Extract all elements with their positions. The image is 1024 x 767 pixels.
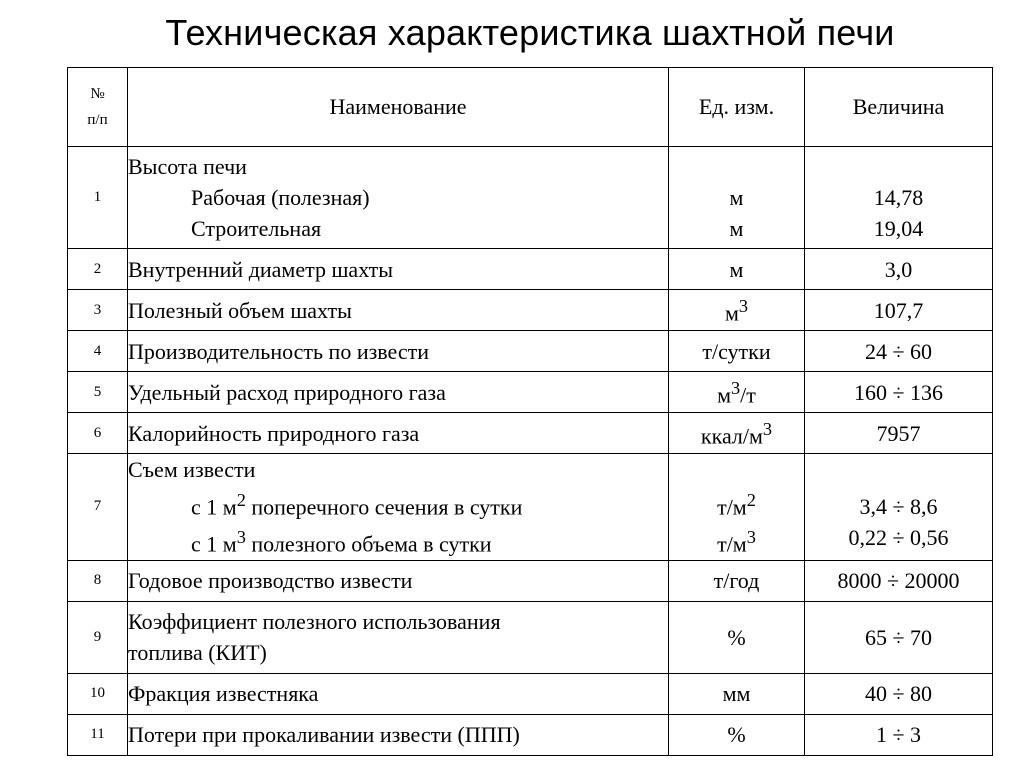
table-row: [68, 673, 993, 714]
table-row: [68, 372, 993, 413]
header-value: Величина: [805, 68, 993, 147]
header-unit: Ед. изм.: [669, 68, 805, 147]
row-unit: т/сутки: [669, 331, 805, 372]
row-value: 160 ÷ 136: [805, 372, 993, 413]
table-row: [68, 560, 993, 601]
table-row: [68, 454, 993, 561]
row-number: 4: [68, 331, 128, 372]
row-number: 1: [68, 147, 128, 249]
page-title: Техническая характеристика шахтной печи: [165, 12, 895, 53]
row-name: Годовое производство извести: [128, 560, 669, 601]
table-row: [68, 413, 993, 454]
row-value: 8000 ÷ 20000: [805, 560, 993, 601]
row-unit: [669, 147, 805, 249]
row-unit: [669, 454, 805, 561]
row-name: [128, 147, 669, 249]
row-subname: [128, 522, 668, 559]
row-unit: [669, 413, 805, 454]
row-subname: Строительная: [191, 216, 322, 241]
row-unit-base: т/м: [717, 531, 747, 557]
row-unit-base: ккал/м: [700, 423, 763, 449]
row-subname: [128, 485, 668, 522]
row-number: 8: [68, 560, 128, 601]
row-number: 10: [68, 673, 128, 714]
row-unit-exponent: 3: [746, 527, 756, 548]
row-value-item: 0,22 ÷ 0,56: [848, 525, 949, 551]
row-number: 7: [68, 454, 128, 561]
table-row: [68, 601, 993, 673]
row-number: 6: [68, 413, 128, 454]
row-name: [128, 601, 669, 673]
row-value-item: 14,78: [873, 185, 924, 210]
header-num-line2: п/п: [87, 112, 108, 128]
row-name: Калорийность природного газа: [128, 413, 669, 454]
header-name: Наименование: [128, 68, 669, 147]
row-number: 9: [68, 601, 128, 673]
row-name-line2: топлива (КИТ): [128, 640, 267, 666]
row-value: [805, 454, 993, 561]
row-value: 24 ÷ 60: [805, 331, 993, 372]
row-unit: т/год: [669, 560, 805, 601]
row-name: Потери при прокаливании извести (ППП): [128, 714, 669, 755]
row-name-main: Съем извести: [128, 457, 256, 482]
row-subname-exponent: 3: [236, 527, 246, 548]
table-row: [68, 249, 993, 290]
row-value: 65 ÷ 70: [805, 601, 993, 673]
row-unit-base: т/м: [717, 494, 747, 520]
row-unit-item: [669, 485, 804, 522]
row-name: Производительность по извести: [128, 331, 669, 372]
row-value: 3,0: [805, 249, 993, 290]
row-unit: %: [669, 714, 805, 755]
row-number: 5: [68, 372, 128, 413]
row-unit-item: [669, 522, 804, 559]
specs-table: [67, 67, 993, 756]
row-unit: [669, 372, 805, 413]
row-unit: [669, 290, 805, 331]
row-subname-exponent: 2: [236, 490, 246, 510]
row-subname: Рабочая (полезная): [191, 185, 370, 210]
row-name-line1: Коэффициент полезного использования: [128, 609, 501, 635]
header-num: [68, 68, 128, 147]
row-subname-pre: с 1 м: [191, 531, 237, 557]
row-subname-post: поперечного сечения в сутки: [245, 494, 523, 520]
row-value: 40 ÷ 80: [805, 673, 993, 714]
row-unit-exponent: 3: [738, 296, 749, 317]
row-unit: %: [669, 601, 805, 673]
row-value-item: 3,4 ÷ 8,6: [859, 494, 938, 520]
row-value: [805, 147, 993, 249]
row-unit: мм: [669, 673, 805, 714]
row-number: 3: [68, 290, 128, 331]
row-unit-item: м: [729, 185, 744, 210]
row-number: 2: [68, 249, 128, 290]
row-unit-exponent: 2: [746, 490, 756, 510]
row-name: Фракция известняка: [128, 673, 669, 714]
table-row: [68, 331, 993, 372]
row-unit-exponent: 3: [762, 419, 773, 440]
row-subname-post: полезного объема в сутки: [245, 531, 492, 557]
row-unit-tail: /т: [740, 382, 756, 408]
row-unit-base: м: [717, 382, 731, 408]
row-unit-item: м: [729, 216, 744, 241]
table-row: [68, 147, 993, 249]
row-name: Удельный расход природного газа: [128, 372, 669, 413]
table-row: [68, 714, 993, 755]
row-value: 7957: [805, 413, 993, 454]
row-unit: м: [669, 249, 805, 290]
row-unit-exponent: 3: [731, 378, 741, 399]
row-name: Внутренний диаметр шахты: [128, 249, 669, 290]
row-unit-base: м: [724, 300, 739, 326]
row-name-main: Высота печи: [128, 154, 247, 179]
row-value: 107,7: [805, 290, 993, 331]
table-row: [68, 290, 993, 331]
header-num-line1: №: [90, 86, 105, 102]
row-subname-pre: с 1 м: [191, 494, 237, 520]
table-header-row: [68, 68, 993, 147]
row-number: 11: [68, 714, 128, 755]
row-value-item: 19,04: [873, 216, 924, 241]
row-name: [128, 454, 669, 561]
row-name: Полезный объем шахты: [128, 290, 669, 331]
row-value: 1 ÷ 3: [805, 714, 993, 755]
